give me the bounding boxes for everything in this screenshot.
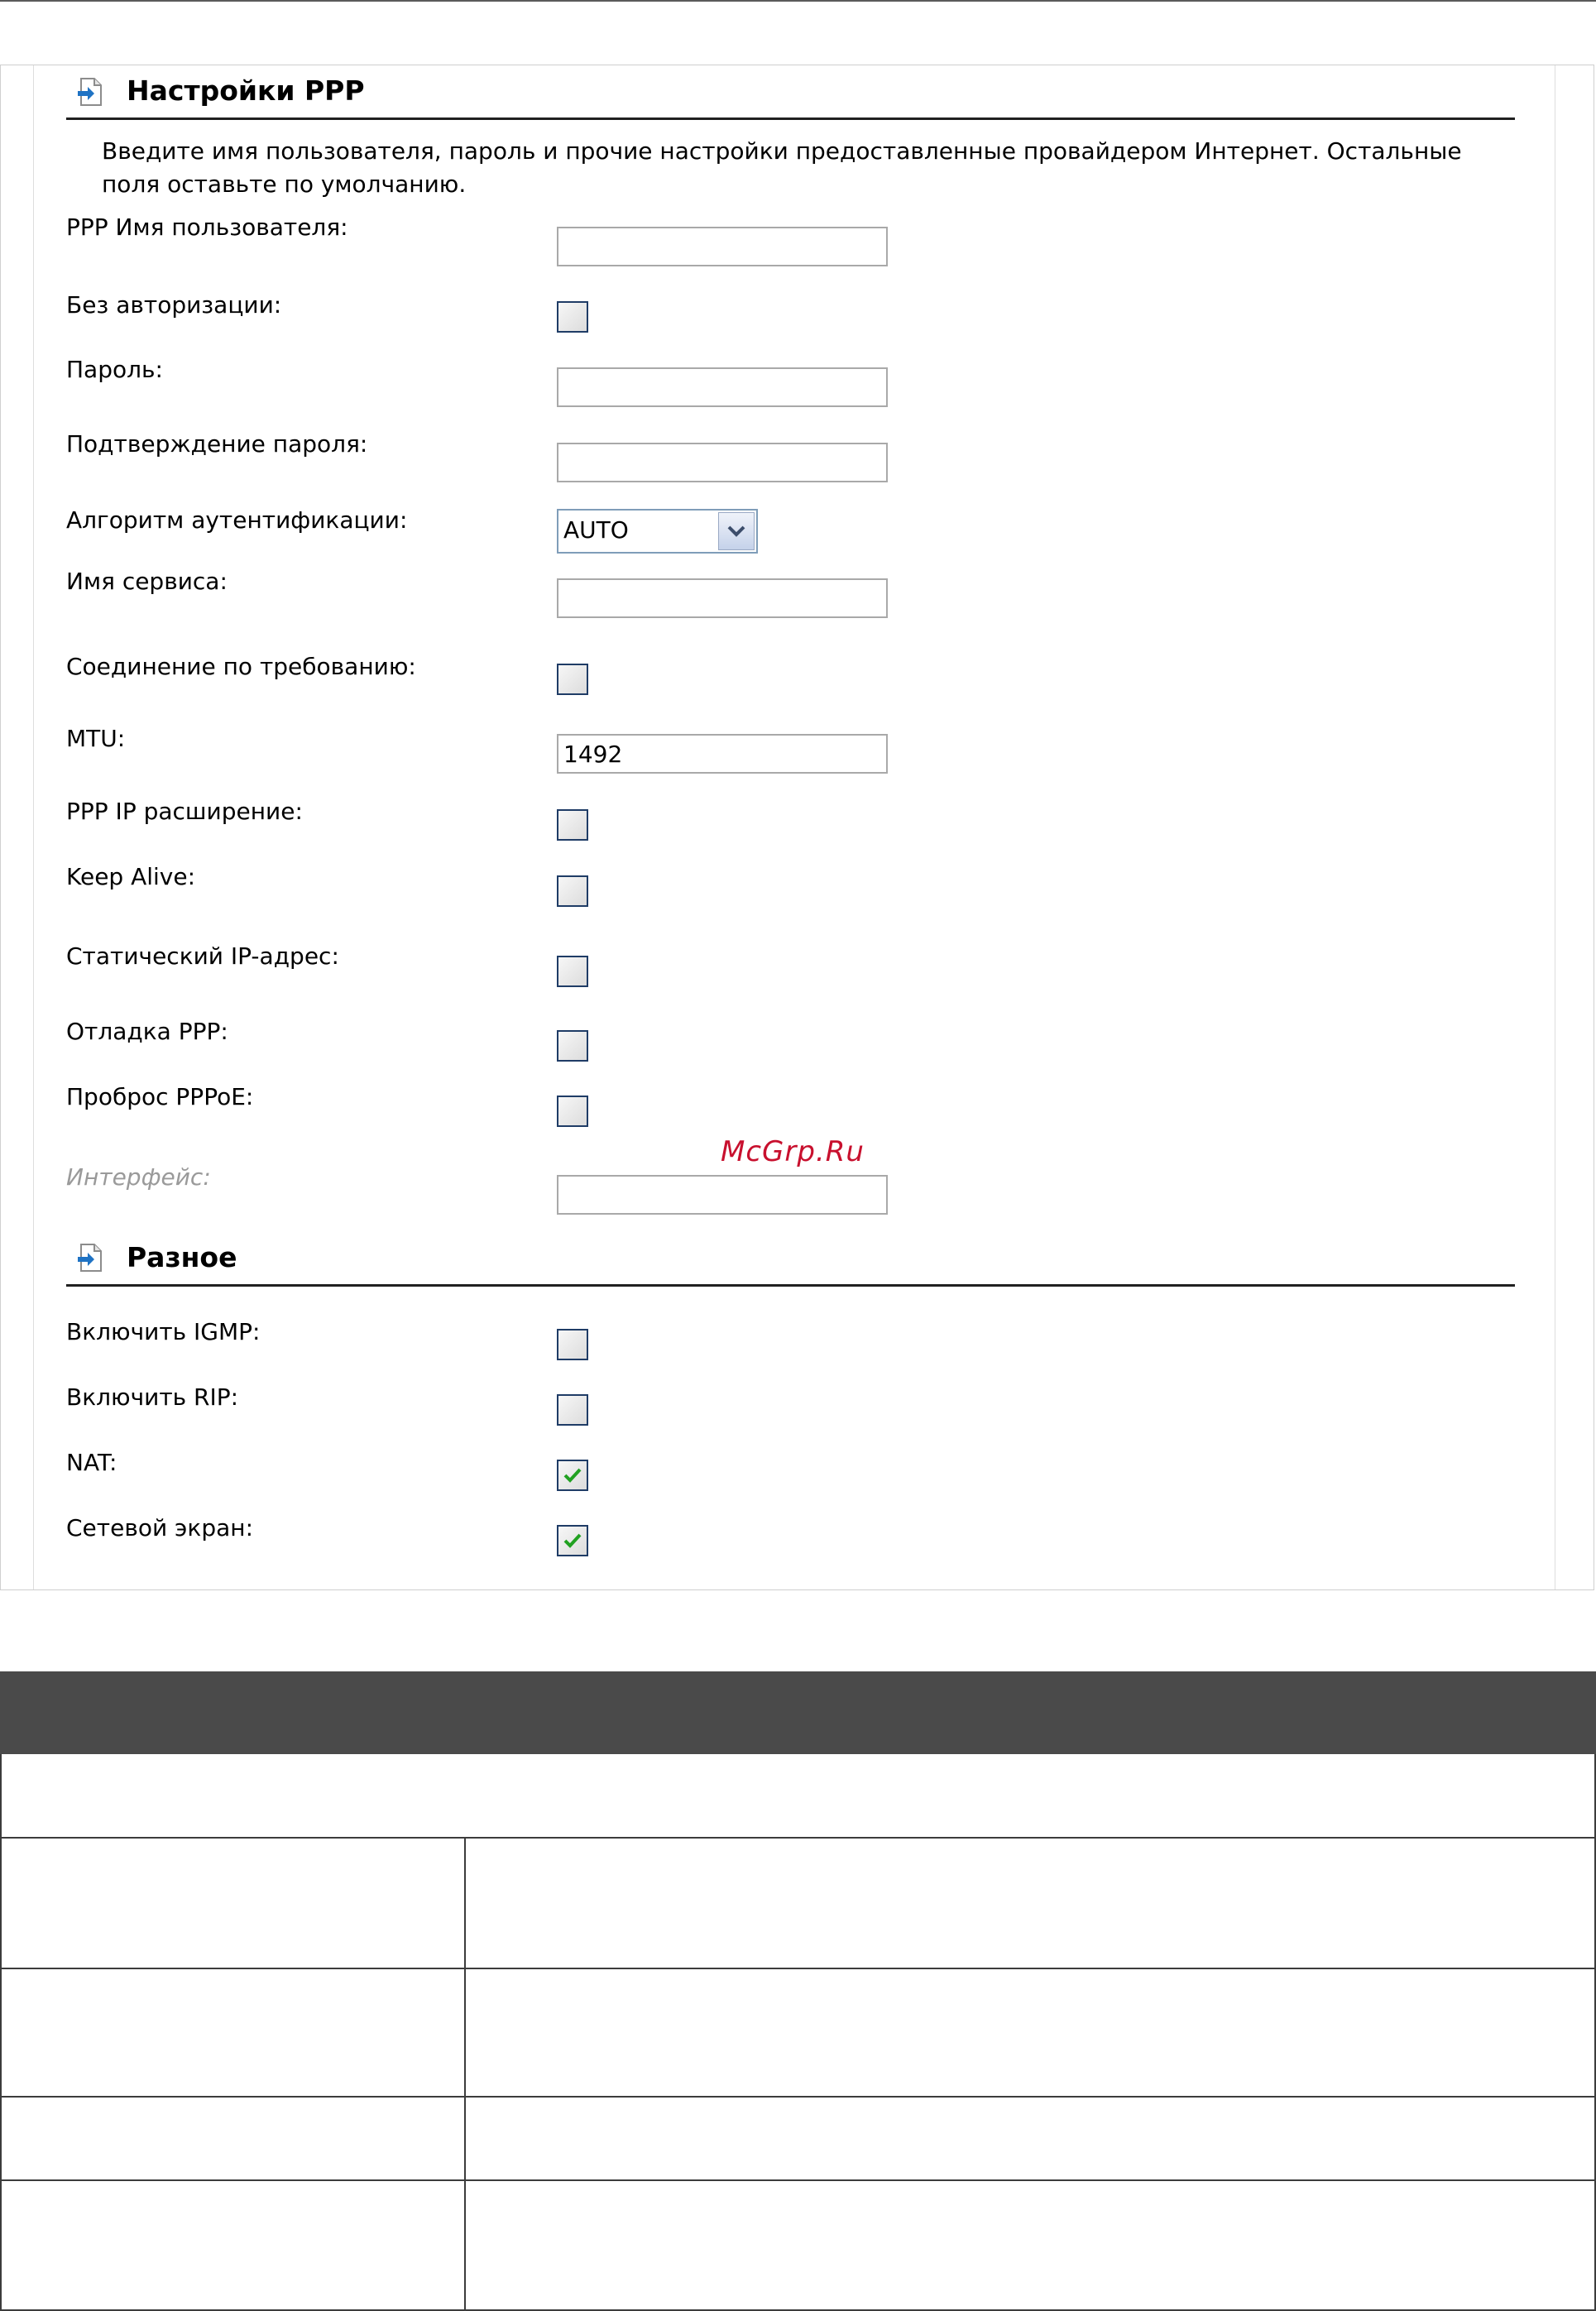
watermark: McGrp.Ru	[721, 1135, 865, 1168]
pppoe-passthrough-checkbox[interactable]	[557, 1096, 588, 1127]
table-row	[0, 2179, 1596, 2181]
static-ip-checkbox[interactable]	[557, 956, 588, 987]
nat-checkbox[interactable]	[557, 1460, 588, 1491]
table-column-divider	[464, 1839, 466, 2311]
auth-algorithm-label: Алгоритм аутентификации:	[66, 506, 408, 534]
static-ip-label: Статический IP-адрес:	[66, 942, 339, 970]
password-confirm-label: Подтверждение пароля:	[66, 430, 368, 458]
auth-algorithm-select[interactable]	[557, 509, 758, 554]
table-row	[0, 2096, 1596, 2098]
ppp-section-title: Настройки PPP	[127, 74, 365, 107]
checkmark-icon	[561, 1464, 584, 1487]
igmp-checkbox[interactable]	[557, 1329, 588, 1360]
ppp-debug-label: Отладка PPP:	[66, 1018, 228, 1045]
keep-alive-checkbox[interactable]	[557, 875, 588, 907]
rip-label: Включить RIP:	[66, 1383, 239, 1411]
rip-checkbox[interactable]	[557, 1394, 588, 1426]
keep-alive-label: Keep Alive:	[66, 863, 196, 890]
no-auth-label: Без авторизации:	[66, 291, 282, 319]
ppp-username-input[interactable]	[557, 227, 888, 266]
chevron-down-icon	[726, 522, 746, 540]
mtu-input[interactable]	[557, 734, 888, 774]
password-label: Пароль:	[66, 356, 163, 383]
dropdown-button[interactable]	[718, 512, 755, 550]
ppp-intro-text: Введите имя пользователя, пароль и прочие настройки предоставленные провайдером Интернет. Остальные поля оставьте по умолчанию.	[102, 137, 1462, 198]
interface-label: Интерфейс:	[66, 1163, 211, 1191]
pppoe-passthrough-label: Проброс PPPoE:	[66, 1083, 254, 1110]
service-name-input[interactable]	[557, 578, 888, 618]
panel-left-divider	[33, 65, 34, 1589]
on-demand-label: Соединение по требованию:	[66, 653, 416, 680]
igmp-label: Включить IGMP:	[66, 1318, 261, 1345]
password-input[interactable]	[557, 367, 888, 407]
interface-input	[557, 1175, 888, 1215]
ppp-ip-extension-label: PPP IP расширение:	[66, 798, 303, 825]
misc-section-rule	[66, 1284, 1515, 1287]
password-confirm-input[interactable]	[557, 443, 888, 482]
ppp-debug-checkbox[interactable]	[557, 1030, 588, 1062]
table-header	[0, 1671, 1596, 1754]
on-demand-checkbox[interactable]	[557, 664, 588, 695]
auth-algorithm-value: AUTO	[563, 516, 629, 544]
no-auth-checkbox[interactable]	[557, 301, 588, 333]
table-section-row	[0, 1837, 1596, 1839]
misc-section-title: Разное	[127, 1241, 237, 1273]
ppp-ip-extension-checkbox[interactable]	[557, 809, 588, 841]
nat-label: NAT:	[66, 1449, 117, 1476]
firewall-checkbox[interactable]	[557, 1525, 588, 1556]
checkmark-icon	[561, 1529, 584, 1552]
service-name-label: Имя сервиса:	[66, 568, 228, 595]
page-arrow-icon	[76, 1243, 104, 1273]
ppp-username-label: PPP Имя пользователя:	[66, 213, 348, 241]
ppp-section-rule	[66, 117, 1515, 120]
table-row	[0, 1968, 1596, 1969]
page-arrow-icon	[76, 77, 104, 107]
mtu-label: MTU:	[66, 725, 126, 752]
firewall-label: Сетевой экран:	[66, 1514, 253, 1541]
top-rule	[0, 0, 1596, 2]
